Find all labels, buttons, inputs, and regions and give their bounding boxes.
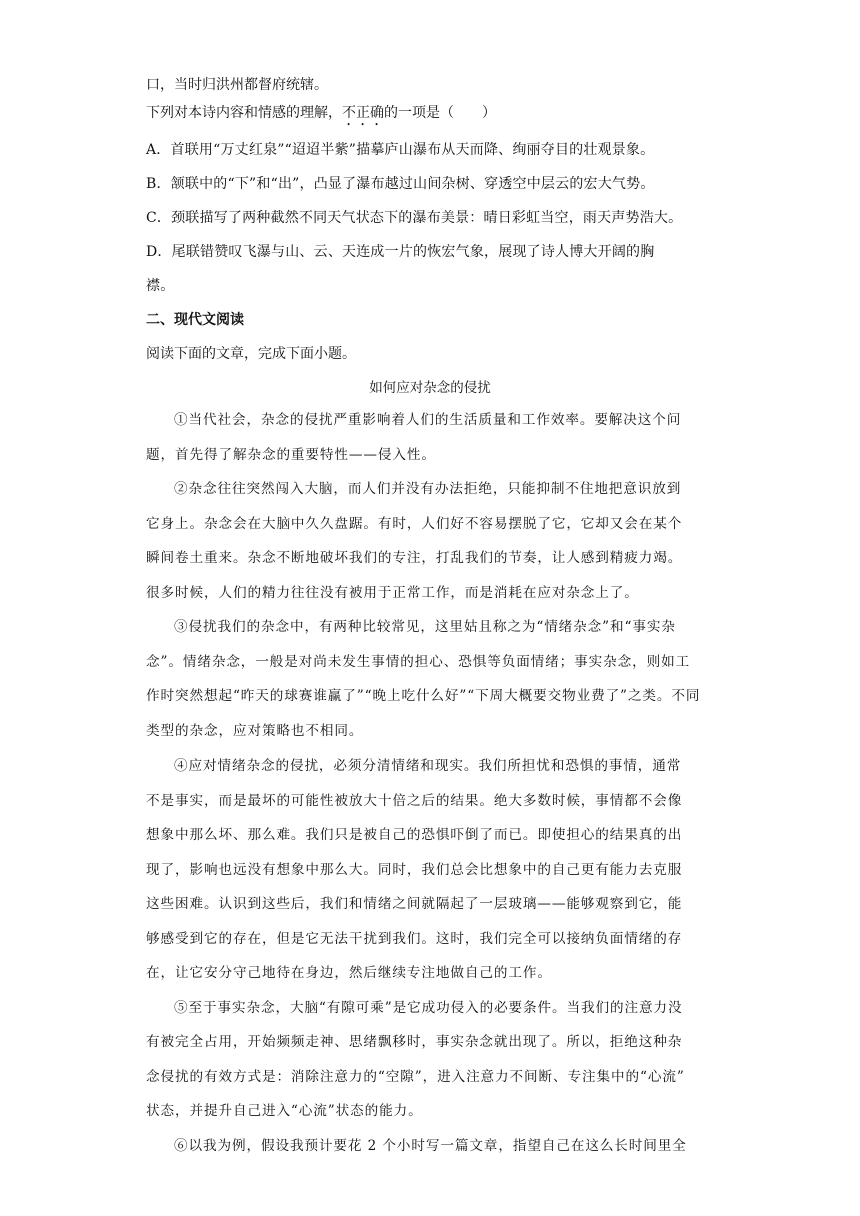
article-line: 现了，影响也远没有想象中那么大。同时，我们总会比想象中的自己更有能力去克服 <box>146 862 683 878</box>
article-line: 很多时候，人们的精力往往没有被用于正常工作，而是消耗在应对杂念上了。 <box>146 585 639 601</box>
article-line: 有被完全占用，开始频频走神、思绪飘移时，事实杂念就出现了。所以，拒绝这种杂 <box>146 1034 683 1050</box>
option-a: A．首联用“万丈红泉”“迢迢半紫”描摹庐山瀑布从天而降、绚丽夺目的壮观景象。 <box>146 142 655 158</box>
option-c: C．颈联描写了两种截然不同天气状态下的瀑布美景：晴日彩虹当空，雨天声势浩大。 <box>146 210 683 226</box>
article-line: 念”。情绪杂念，一般是对尚未发生事情的担心、恐惧等负面情绪；事实杂念，则如工 <box>146 654 691 670</box>
article-line: 想象中那么坏、那么难。我们只是被自己的恐惧吓倒了而已。即使担心的结果真的出 <box>146 827 683 843</box>
article-line: ②杂念往往突然闯入大脑，而人们并没有办法拒绝，只能抑制不住地把意识放到 <box>174 481 682 497</box>
article-line: 这些困难。认识到这些后，我们和情绪之间就隔起了一层玻璃——能够观察到它，能 <box>146 896 683 912</box>
question-stem-prefix: 下列对本诗内容和情感的理解， <box>146 105 342 121</box>
article-line: 作时突然想起“昨天的球赛谁赢了”“晚上吃什么好”“下周大概要交物业费了”之类。不同 <box>146 688 701 704</box>
article-line: 它身上。杂念会在大脑中久久盘踞。有时，人们好不容易摆脱了它，它却又会在某个 <box>146 516 683 532</box>
section-heading: 二、现代文阅读 <box>146 312 244 328</box>
option-b: B．颔联中的“下”和“出”，凸显了瀑布越过山间杂树、穿透空中层云的宏大气势。 <box>146 176 655 192</box>
article-line: ①当代社会，杂念的侵扰严重影响着人们的生活质量和工作效率。要解决这个问 <box>174 412 682 428</box>
question-stem-suffix: 的一项是（ ） <box>384 105 496 121</box>
article-line: 在，让它安分守己地待在身边，然后继续专注地做自己的工作。 <box>146 965 552 981</box>
question-stem <box>146 103 496 129</box>
option-d-continued: 襟。 <box>146 278 175 294</box>
article-line: 题，首先得了解杂念的重要特性——侵入性。 <box>146 447 436 463</box>
annotation-tail: 口，当时归洪州都督府统辖。 <box>146 77 328 93</box>
article-line: ⑥以我为例，假设我预计要花 2 个小时写一篇文章，指望自己在这么长时间里全 <box>174 1138 687 1154</box>
article-line: 够感受到它的存在，但是它无法干扰到我们。这时，我们完全可以接纳负面情绪的存 <box>146 931 683 947</box>
option-d: D．尾联错赞叹飞瀑与山、云、天连成一片的恢宏气象，展现了诗人博大开阔的胸 <box>146 244 655 260</box>
article-line: 不是事实，而是最坏的可能性被放大十倍之后的结果。绝大多数时候，事情都不会像 <box>146 793 683 809</box>
article-line: ③侵扰我们的杂念中，有两种比较常见，这里姑且称之为“情绪杂念”和“事实杂 <box>174 619 676 635</box>
question-stem-emphasis: 不正确 <box>342 105 384 121</box>
article-line: 瞬间卷土重来。杂念不断地破坏我们的专注，打乱我们的节奏，让人感到精疲力竭。 <box>146 550 683 566</box>
section-instruction: 阅读下面的文章，完成下面小题。 <box>146 346 356 362</box>
article-line: ④应对情绪杂念的侵扰，必须分清情绪和现实。我们所担忧和恐惧的事情，通常 <box>174 758 682 774</box>
article-line: 念侵扰的有效方式是：消除注意力的“空隙”，进入注意力不间断、专注集中的“心流” <box>146 1069 685 1085</box>
article-title: 如何应对杂念的侵扰 <box>369 380 491 396</box>
article-line: 类型的杂念，应对策略也不相同。 <box>146 723 364 739</box>
article-line: 状态，并提升自己进入“心流”状态的能力。 <box>146 1103 423 1119</box>
article-line: ⑤至于事实杂念，大脑“有隙可乘”是它成功侵入的必要条件。当我们的注意力没 <box>174 1000 683 1016</box>
